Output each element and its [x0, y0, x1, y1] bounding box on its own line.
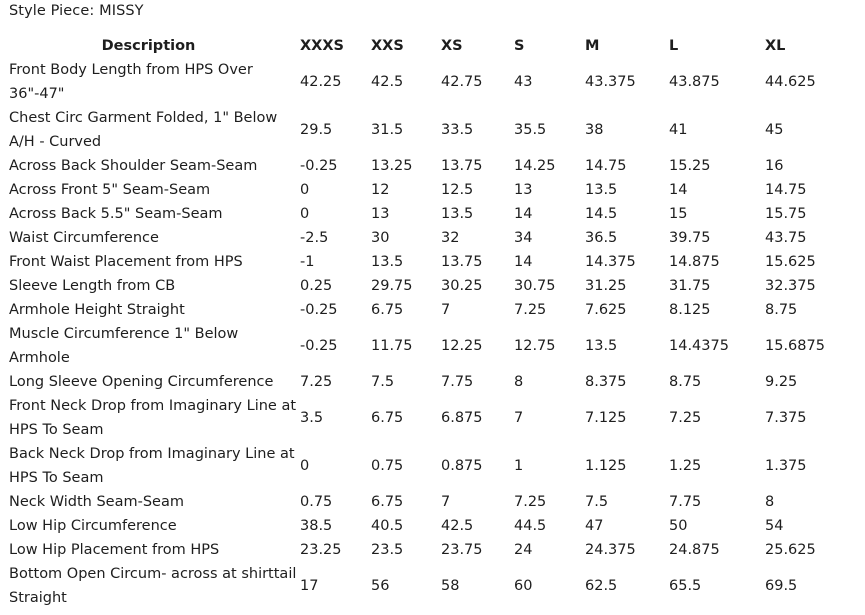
measurement-value: 9.25	[765, 374, 798, 390]
table-row	[0, 514, 865, 538]
measurement-description: Waist Circumference	[9, 230, 159, 246]
measurement-value: 31.25	[585, 278, 627, 294]
measurement-value: 0	[300, 182, 310, 198]
measurement-value: 7.5	[585, 494, 609, 510]
table-row	[0, 202, 865, 226]
measurement-value: 0.25	[300, 278, 333, 294]
measurement-value: 42.25	[300, 74, 342, 90]
measurement-value: 14	[669, 182, 688, 198]
measurement-value: 24	[514, 542, 533, 558]
measurement-value: 7.75	[441, 374, 474, 390]
measurement-value: -2.5	[300, 230, 329, 246]
measurement-value: 1.125	[585, 458, 627, 474]
measurement-value: 12	[371, 182, 390, 198]
measurement-value: 7.125	[585, 410, 627, 426]
measurement-value: 56	[371, 578, 390, 594]
measurement-value: 40.5	[371, 518, 404, 534]
measurement-value: -0.25	[300, 302, 338, 318]
measurement-value: 7.5	[371, 374, 395, 390]
measurement-value: 3.5	[300, 410, 324, 426]
column-header-size: S	[514, 38, 525, 54]
measurement-value: 12.75	[514, 338, 556, 354]
measurement-value: 15.25	[669, 158, 711, 174]
measurement-value: 14.75	[585, 158, 627, 174]
measurement-value: 45	[765, 122, 784, 138]
measurement-value: 35.5	[514, 122, 547, 138]
measurement-description: Front Body Length from HPS Over 36"-47"	[9, 62, 253, 102]
measurement-description: Armhole Height Straight	[9, 302, 185, 318]
measurement-value: 32.375	[765, 278, 816, 294]
table-row	[0, 490, 865, 514]
measurement-description: Low Hip Circumference	[9, 518, 177, 534]
column-header-size: XXS	[371, 38, 404, 54]
measurement-value: 12.25	[441, 338, 483, 354]
measurement-value: 43.75	[765, 230, 807, 246]
column-header-size: XL	[765, 38, 786, 54]
measurement-value: 13.5	[585, 182, 618, 198]
measurement-value: 29.5	[300, 122, 333, 138]
measurement-value: 60	[514, 578, 533, 594]
style-piece-label: Style Piece: MISSY	[9, 3, 144, 19]
measurement-value: 54	[765, 518, 784, 534]
measurement-value: 39.75	[669, 230, 711, 246]
measurement-value: 30	[371, 230, 390, 246]
measurement-value: 17	[300, 578, 319, 594]
measurement-value: 8.75	[765, 302, 798, 318]
table-row	[0, 106, 865, 154]
measurement-value: 14.375	[585, 254, 636, 270]
measurement-value: 7	[441, 494, 451, 510]
measurement-value: 23.75	[441, 542, 483, 558]
measurement-value: 6.875	[441, 410, 483, 426]
measurement-value: 14.5	[585, 206, 618, 222]
measurement-value: 33.5	[441, 122, 474, 138]
table-row	[0, 154, 865, 178]
measurement-description: Long Sleeve Opening Circumference	[9, 374, 274, 390]
measurement-value: 30.75	[514, 278, 556, 294]
column-header-description: Description	[101, 38, 196, 54]
measurement-value: 62.5	[585, 578, 618, 594]
measurement-value: 13.5	[371, 254, 404, 270]
measurement-description: Across Back Shoulder Seam-Seam	[9, 158, 258, 174]
measurement-value: 1	[514, 458, 524, 474]
measurement-value: 36.5	[585, 230, 618, 246]
measurement-value: 13.5	[585, 338, 618, 354]
measurement-value: 69.5	[765, 578, 798, 594]
measurement-description: Neck Width Seam-Seam	[9, 494, 184, 510]
measurement-value: 38.5	[300, 518, 333, 534]
measurement-value: 25.625	[765, 542, 816, 558]
measurement-value: 23.5	[371, 542, 404, 558]
column-header-size: XS	[441, 38, 463, 54]
measurement-value: 14.4375	[669, 338, 729, 354]
measurement-value: 14	[514, 254, 533, 270]
measurement-value: 11.75	[371, 338, 413, 354]
measurement-value: 42.5	[371, 74, 404, 90]
measurement-value: 15.6875	[765, 338, 825, 354]
measurement-description: Back Neck Drop from Imaginary Line at HPS To Seam	[9, 446, 295, 486]
measurement-description: Bottom Open Circum- across at shirttail Straight	[9, 566, 297, 606]
measurement-value: 15	[669, 206, 688, 222]
measurement-value: 24.375	[585, 542, 636, 558]
measurement-value: 29.75	[371, 278, 413, 294]
measurement-value: 8.375	[585, 374, 627, 390]
measurement-value: 31.5	[371, 122, 404, 138]
measurement-value: 50	[669, 518, 688, 534]
measurement-value: 8.75	[669, 374, 702, 390]
measurement-value: 16	[765, 158, 784, 174]
table-row	[0, 58, 865, 106]
measurement-value: 47	[585, 518, 604, 534]
table-row	[0, 538, 865, 562]
measurement-value: 14	[514, 206, 533, 222]
measurement-value: 42.75	[441, 74, 483, 90]
measurement-value: 13.25	[371, 158, 413, 174]
table-row	[0, 274, 865, 298]
measurement-value: 31.75	[669, 278, 711, 294]
measurement-value: 7.25	[300, 374, 333, 390]
measurement-value: 30.25	[441, 278, 483, 294]
table-row	[0, 298, 865, 322]
measurement-value: 24.875	[669, 542, 720, 558]
measurement-value: 7.25	[514, 494, 547, 510]
column-header-size: L	[669, 38, 679, 54]
measurement-description: Across Back 5.5" Seam-Seam	[9, 206, 223, 222]
measurement-value: 7	[441, 302, 451, 318]
measurement-value: 14.75	[765, 182, 807, 198]
measurement-description: Sleeve Length from CB	[9, 278, 176, 294]
table-row	[0, 250, 865, 274]
measurement-value: 7.625	[585, 302, 627, 318]
measurement-value: 32	[441, 230, 460, 246]
measurement-value: 7.75	[669, 494, 702, 510]
measurement-description: Chest Circ Garment Folded, 1" Below A/H - Curved	[9, 110, 278, 150]
measurement-value: -0.25	[300, 158, 338, 174]
measurement-value: 6.75	[371, 494, 404, 510]
measurement-value: 15.75	[765, 206, 807, 222]
measurement-value: 0.875	[441, 458, 483, 474]
measurement-value: 65.5	[669, 578, 702, 594]
measurement-value: 0	[300, 458, 310, 474]
table-row	[0, 322, 865, 370]
measurement-value: 0.75	[300, 494, 333, 510]
measurement-value: 14.25	[514, 158, 556, 174]
measurement-value: 8.125	[669, 302, 711, 318]
measurement-value: 0	[300, 206, 310, 222]
measurement-value: -1	[300, 254, 315, 270]
measurement-value: 12.5	[441, 182, 474, 198]
size-spec-table	[0, 34, 865, 610]
measurement-value: 13.75	[441, 254, 483, 270]
measurement-value: 44.625	[765, 74, 816, 90]
measurement-value: 34	[514, 230, 533, 246]
measurement-value: 43.875	[669, 74, 720, 90]
measurement-value: 7	[514, 410, 524, 426]
measurement-value: 43	[514, 74, 533, 90]
measurement-value: 13.75	[441, 158, 483, 174]
measurement-description: Front Waist Placement from HPS	[9, 254, 243, 270]
column-header-size: XXXS	[300, 38, 344, 54]
column-header-size: M	[585, 38, 600, 54]
measurement-value: 6.75	[371, 410, 404, 426]
measurement-description: Across Front 5" Seam-Seam	[9, 182, 211, 198]
table-row	[0, 178, 865, 202]
table-row	[0, 226, 865, 250]
table-header-row	[0, 34, 865, 58]
measurement-value: 42.5	[441, 518, 474, 534]
measurement-value: -0.25	[300, 338, 338, 354]
table-row	[0, 562, 865, 610]
measurement-description: Muscle Circumference 1" Below Armhole	[9, 326, 239, 366]
measurement-value: 23.25	[300, 542, 342, 558]
measurement-value: 1.375	[765, 458, 807, 474]
measurement-value: 15.625	[765, 254, 816, 270]
measurement-value: 41	[669, 122, 688, 138]
measurement-value: 58	[441, 578, 460, 594]
measurement-value: 7.25	[514, 302, 547, 318]
measurement-value: 6.75	[371, 302, 404, 318]
measurement-value: 7.375	[765, 410, 807, 426]
table-row	[0, 394, 865, 442]
measurement-value: 8	[765, 494, 775, 510]
measurement-value: 13.5	[441, 206, 474, 222]
measurement-description: Front Neck Drop from Imaginary Line at HPS To Seam	[9, 398, 297, 438]
measurement-value: 13	[371, 206, 390, 222]
measurement-value: 43.375	[585, 74, 636, 90]
measurement-value: 44.5	[514, 518, 547, 534]
measurement-value: 13	[514, 182, 533, 198]
measurement-value: 14.875	[669, 254, 720, 270]
measurement-value: 1.25	[669, 458, 702, 474]
measurement-value: 0.75	[371, 458, 404, 474]
table-row	[0, 370, 865, 394]
measurement-value: 8	[514, 374, 524, 390]
measurement-value: 38	[585, 122, 604, 138]
table-row	[0, 442, 865, 490]
measurement-description: Low Hip Placement from HPS	[9, 542, 220, 558]
measurement-value: 7.25	[669, 410, 702, 426]
